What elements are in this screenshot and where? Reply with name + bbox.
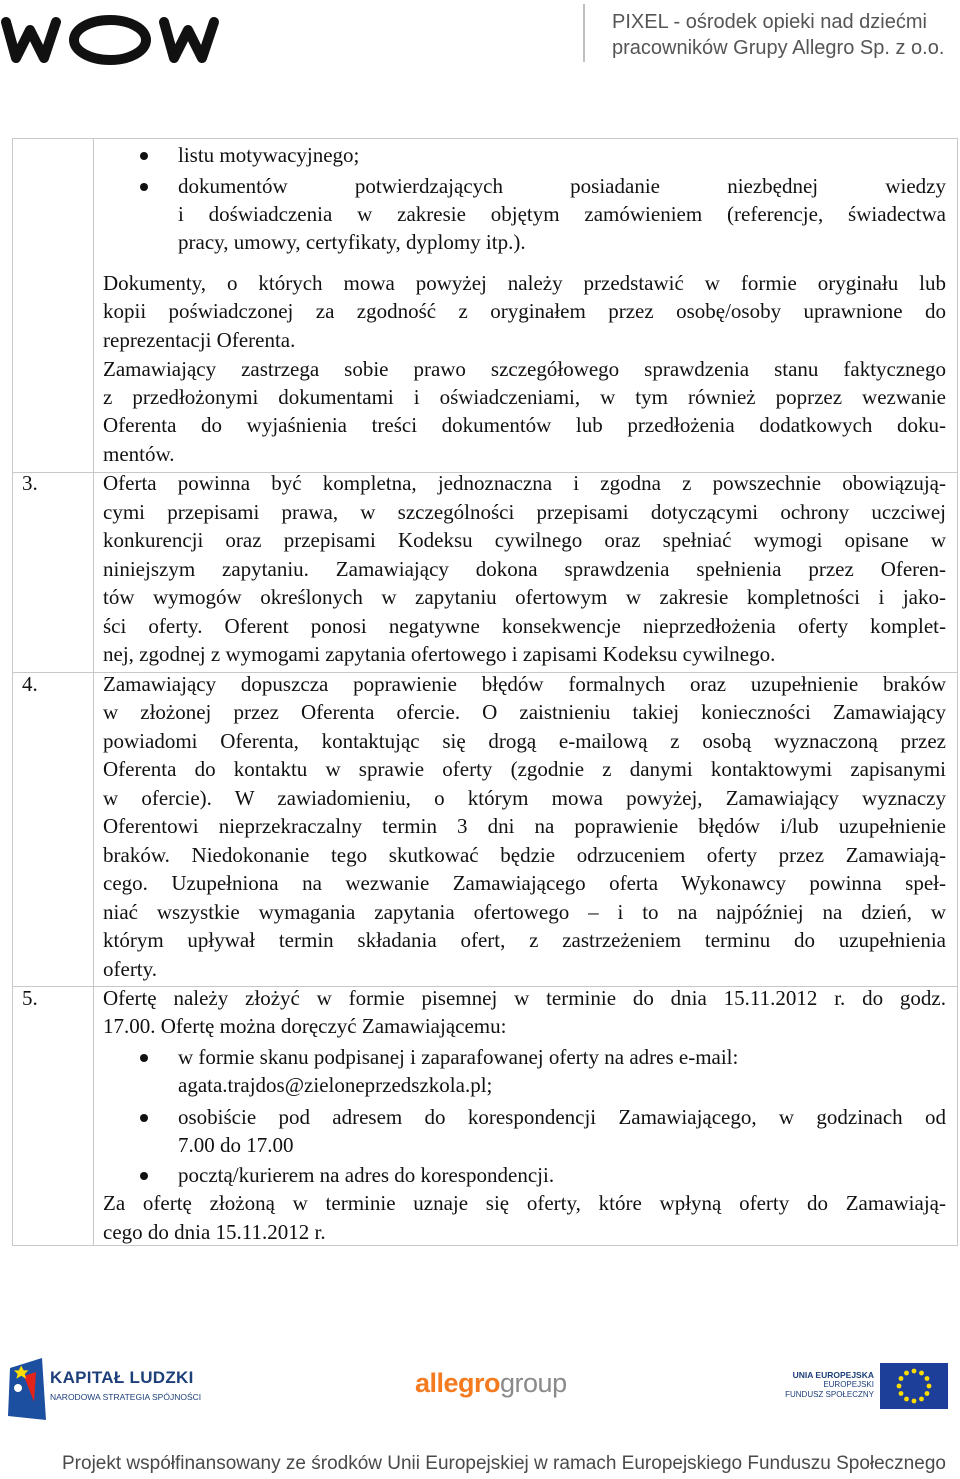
paragraph-line: powiadomi Oferenta, kontaktując się drogą e-mailową z osobą wyznaczoną przez [103,729,946,753]
paragraph-line: Oferenta do wyjaśnienia treści dokumentów lub przedłożenia dodatkowych doku- [103,413,946,437]
org-line-1: PIXEL - ośrodek opieki nad dziećmi [612,11,927,33]
paragraph-line: ści oferty. Oferent ponosi negatywne konsekwencje nieprzedłożenia oferty komplet- [103,614,946,638]
item-number: 5. [22,986,38,1010]
list-item-continued: agata.trajdos@zieloneprzedszkola.pl; [178,1073,493,1097]
kapital-ludzki-subtitle: NARODOWA STRATEGIA SPÓJNOŚCI [50,1392,202,1402]
eu-text [784,1370,874,1400]
list-item: pocztą/kurierem na adres do korespondencji. [178,1163,555,1187]
page-header [0,0,960,80]
organization-name [612,9,944,61]
eu-flag-icon [880,1363,948,1409]
item-number: 3. [22,471,38,495]
wow-logo [0,8,226,68]
org-line-2: pracowników Grupy Allegro Sp. z o.o. [612,37,945,59]
paragraph-line: Zamawiający zastrzega sobie prawo szczegółowego sprawdzenia stanu faktycznego [103,357,946,381]
kapital-ludzki-title: KAPITAŁ LUDZKI [50,1368,194,1387]
paragraph-line: niniejszym zapytaniu. Zamawiający dokona sprawdzenia spełnienia przez Oferen- [103,557,946,581]
group-word: group [500,1368,567,1398]
allegro-group-logo [415,1368,567,1399]
allegro-word: allegro [415,1368,501,1398]
bullet-icon [140,1172,148,1180]
bullet-icon [140,1114,148,1122]
list-item-continued: pracy, umowy, certyfikaty, dyplomy itp.). [178,230,526,254]
paragraph-line: 17.00. Ofertę można doręczyć Zamawiającemu: [103,1014,507,1038]
paragraph-line: nej, zgodnej z wymogami zapytania ofertowego i zapisami Kodeksu cywilnego. [103,642,776,666]
item-number: 4. [22,672,38,696]
column-divider [93,139,94,1245]
list-item: dokumentów potwierdzających posiadanie niezbędnej wiedzy [178,174,946,198]
paragraph-line: Za ofertę złożoną w terminie uznaje się oferty, które wpłyną oferty do Zamawiają- [103,1191,946,1215]
paragraph-line: Oferentowi nieprzekraczalny termin 3 dni na poprawienie błędów i/lub uzupełnienie [103,814,946,838]
bullet-icon [140,1054,148,1062]
paragraph-line: braków. Niedokonanie tego skutkować będzie odrzuceniem oferty przez Zamawiają- [103,843,946,867]
footer-logos [0,1350,960,1430]
list-item-continued: 7.00 do 17.00 [178,1133,294,1157]
bullet-icon [140,183,148,191]
bullet-icon [140,152,148,160]
list-item: w formie skanu podpisanej i zaparafowanej oferty na adres e-mail: [178,1045,739,1069]
eu-line-3: FUNDUSZ SPOŁECZNY [785,1390,874,1399]
list-item-continued: i doświadczenia w zakresie objętym zamówieniem (referencje, świadectwa [178,202,946,226]
paragraph-line: którym upływał termin składania ofert, z zastrzeżeniem terminu do uzupełnienia [103,928,946,952]
paragraph-line: Ofertę należy złożyć w formie pisemnej w terminie do dnia 15.11.2012 r. do godz. [103,986,946,1010]
paragraph-line: tów wymogów określonych w zapytaniu ofertowym w zakresie kompletności i jako- [103,585,946,609]
paragraph-line: Zamawiający dopuszcza poprawienie błędów formalnych oraz uzupełnienie braków [103,672,946,696]
funding-note: Projekt współfinansowany ze środków Unii Europejskiej w ramach Europejskiego Funduszu Społecznego [62,1453,946,1474]
paragraph-line: Oferta powinna być kompletna, jednoznaczna i zgodna z powszechnie obowiązują- [103,471,946,495]
list-item: osobiście pod adresem do korespondencji Zamawiającego, w godzinach od [178,1105,946,1129]
paragraph-line: niać wszystkie wymagania zapytania ofertowego – i to na najpóźniej na dzień, w [103,900,946,924]
paragraph-line: cego. Uzupełniona na wezwanie Zamawiającego oferta Wykonawcy powinna speł- [103,871,946,895]
paragraph-line: kopii poświadczonej za zgodność z oryginałem przez osobę/osoby uprawnione do [103,299,946,323]
paragraph-line: Oferenta do kontaktu w sprawie oferty (zgodnie z danymi kontaktowymi zapisanymi [103,757,946,781]
paragraph-line: mentów. [103,442,175,466]
paragraph-line: w ofercie). W zawiadomieniu, o którym mowa powyżej, Zamawiający wyznaczy [103,786,946,810]
eu-line-1: UNIA EUROPEJSKA [792,1370,874,1380]
eu-line-2: EUROPEJSKI [823,1380,874,1389]
paragraph-line: cymi przepisami prawa, w szczególności przepisami dotyczącymi ochrony uczciwej [103,500,946,524]
paragraph-line: reprezentacji Oferenta. [103,328,296,352]
paragraph-line: konkurencji oraz przepisami Kodeksu cywilnego oraz spełniać wymogi opisane w [103,528,946,552]
paragraph-line: z przedłożonymi dokumentami i oświadczeniami, w tym również poprzez wezwanie [103,385,946,409]
paragraph-line: oferty. [103,957,158,981]
paragraph-line: Dokumenty, o których mowa powyżej należy przedstawić w formie oryginału lub [103,271,946,295]
list-item: listu motywacyjnego; [178,143,360,167]
paragraph-line: w złożonej przez Oferenta ofercie. O zaistnieniu takiej konieczności Zamawiający [103,700,946,724]
paragraph-line: cego do dnia 15.11.2012 r. [103,1220,326,1244]
header-divider [583,4,585,62]
